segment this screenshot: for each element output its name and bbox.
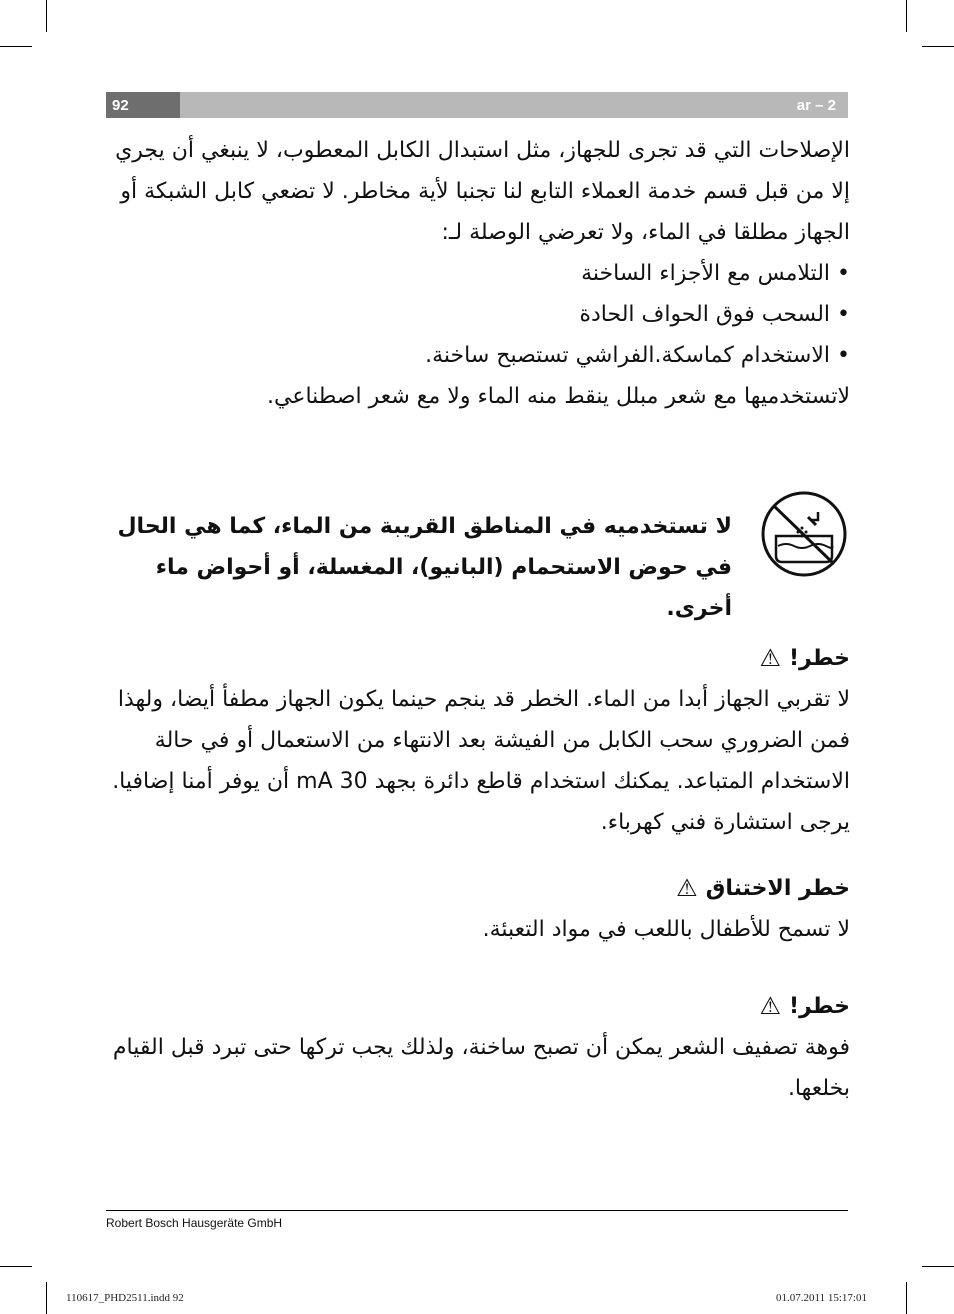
section-body: لا تسمح للأطفال باللعب في مواد التعبئة. [482,917,850,942]
list-item: • الاستخدام كماسكة.الفراشي تستصبح ساخنة. [112,335,850,376]
warning-triangle-icon: ⚠ [676,874,698,902]
bath-warning [112,484,850,621]
crop-mark [906,1282,907,1314]
crop-mark [0,1266,32,1267]
crop-mark [922,1266,954,1267]
crop-mark [922,46,954,47]
page-number: 92 [106,92,180,118]
crop-mark [46,0,47,32]
warning-triangle-icon: ⚠ [759,644,781,672]
section-title-text: خطر! [788,994,850,1019]
hot-nozzle-section [112,986,850,1109]
section-title-text: خطر! [788,646,850,671]
section-body: لا تقربي الجهاز أبدا من الماء. الخطر قد ينجم حينما يكون الجهاز مطفأ أيضا، ولهذا فمن الضروري سحب الكابل من الفيشة بعد الانتهاء من الاستعمال أو في حالة الاستخدام المتباعد. يمكنك استخدام قاطع دائرة بجهد 30 mA أن يوفر أمنا إضافيا. يرجى استشارة فني كهرباء. [112,687,850,835]
warning-triangle-icon: ⚠ [759,992,781,1020]
intro-block [112,130,850,417]
crop-mark [0,46,32,47]
section-title [112,638,850,679]
print-slug-file: 110617_PHD2511.indd 92 [66,1292,184,1304]
intro-paragraph: الإصلاحات التي قد تجرى للجهاز، مثل استبدال الكابل المعطوب، لا ينبغي أن يجري إلا من قبل قسم خدمة العملاء التابع لنا تجنبا لأية مخاطر. لا تضعي كابل الشبكة أو الجهاز مطلقا في الماء، ولا تعرضي الوصلة لـ: [115,138,850,245]
closing-paragraph: لاتستخدميها مع شعر مبلل ينقط منه الماء ولا مع شعر اصطناعي. [267,384,850,409]
footer-divider [106,1210,848,1211]
crop-mark [906,0,907,32]
crop-mark [46,1282,47,1314]
page-header [106,92,848,118]
bullet-list [112,253,850,376]
section-label: ar – 2 [180,92,848,118]
section-title [112,986,850,1027]
choking-section [112,868,850,950]
section-title-text: خطر الاختناق [705,876,850,901]
bath-warning-text: لا تستخدميه في المناطق القريبة من الماء، كما هي الحال في حوض الاستحمام (البانيو)، المغسلة، أو أحواض ماء أخرى. [117,514,732,621]
list-item: • التلامس مع الأجزاء الساخنة [112,253,850,294]
list-item: • السحب فوق الحواف الحادة [112,294,850,335]
no-bath-shower-icon [760,490,848,578]
print-slug-date: 01.07.2011 15:17:01 [776,1292,867,1304]
danger-section [112,638,850,843]
section-body: فوهة تصفيف الشعر يمكن أن تصبح ساخنة، ولذلك يجب تركها حتى تبرد قبل القيام بخلعها. [112,1035,850,1101]
section-title [112,868,850,909]
footer-company: Robert Bosch Hausgeräte GmbH [106,1216,283,1230]
